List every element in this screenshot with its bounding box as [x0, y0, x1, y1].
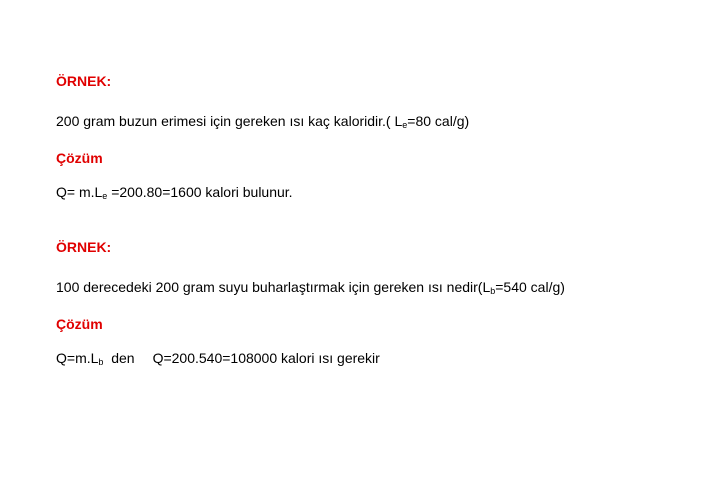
example-1-solution-heading: Çözüm [56, 150, 103, 166]
example-1-solution [56, 183, 293, 201]
example-2-solution [56, 349, 380, 367]
example-2-solution-text: Q=m.L [56, 350, 99, 366]
example-2-question-tail: =540 cal/g) [495, 279, 565, 295]
example-1-solution-subscript: e [102, 191, 108, 201]
example-1-question-text: 200 gram buzun erimesi için gereken ısı kaç kaloridir.( L [56, 113, 403, 129]
example-1-question-tail: =80 cal/g) [407, 113, 470, 129]
example-2-question [56, 278, 565, 296]
example-2-solution-tail: den [103, 350, 135, 366]
example-2-question-text: 100 derecedeki 200 gram suyu buharlaştırmak için gereken ısı nedir(L [56, 279, 491, 295]
example-1-solution-text: Q= m.L [56, 184, 103, 200]
example-1-question-subscript: e [402, 120, 408, 130]
example-2-heading: ÖRNEK: [56, 239, 112, 255]
example-2-solution-subscript: b [98, 357, 104, 367]
example-1-question [56, 112, 469, 130]
example-2-solution-result: Q=200.540=108000 kalori ısı gerekir [152, 350, 380, 366]
example-2-solution-heading: Çözüm [56, 316, 103, 332]
example-1-solution-tail: =200.80=1600 kalori bulunur. [107, 184, 293, 200]
example-2-question-subscript: b [490, 286, 496, 296]
example-1-heading: ÖRNEK: [56, 73, 112, 89]
